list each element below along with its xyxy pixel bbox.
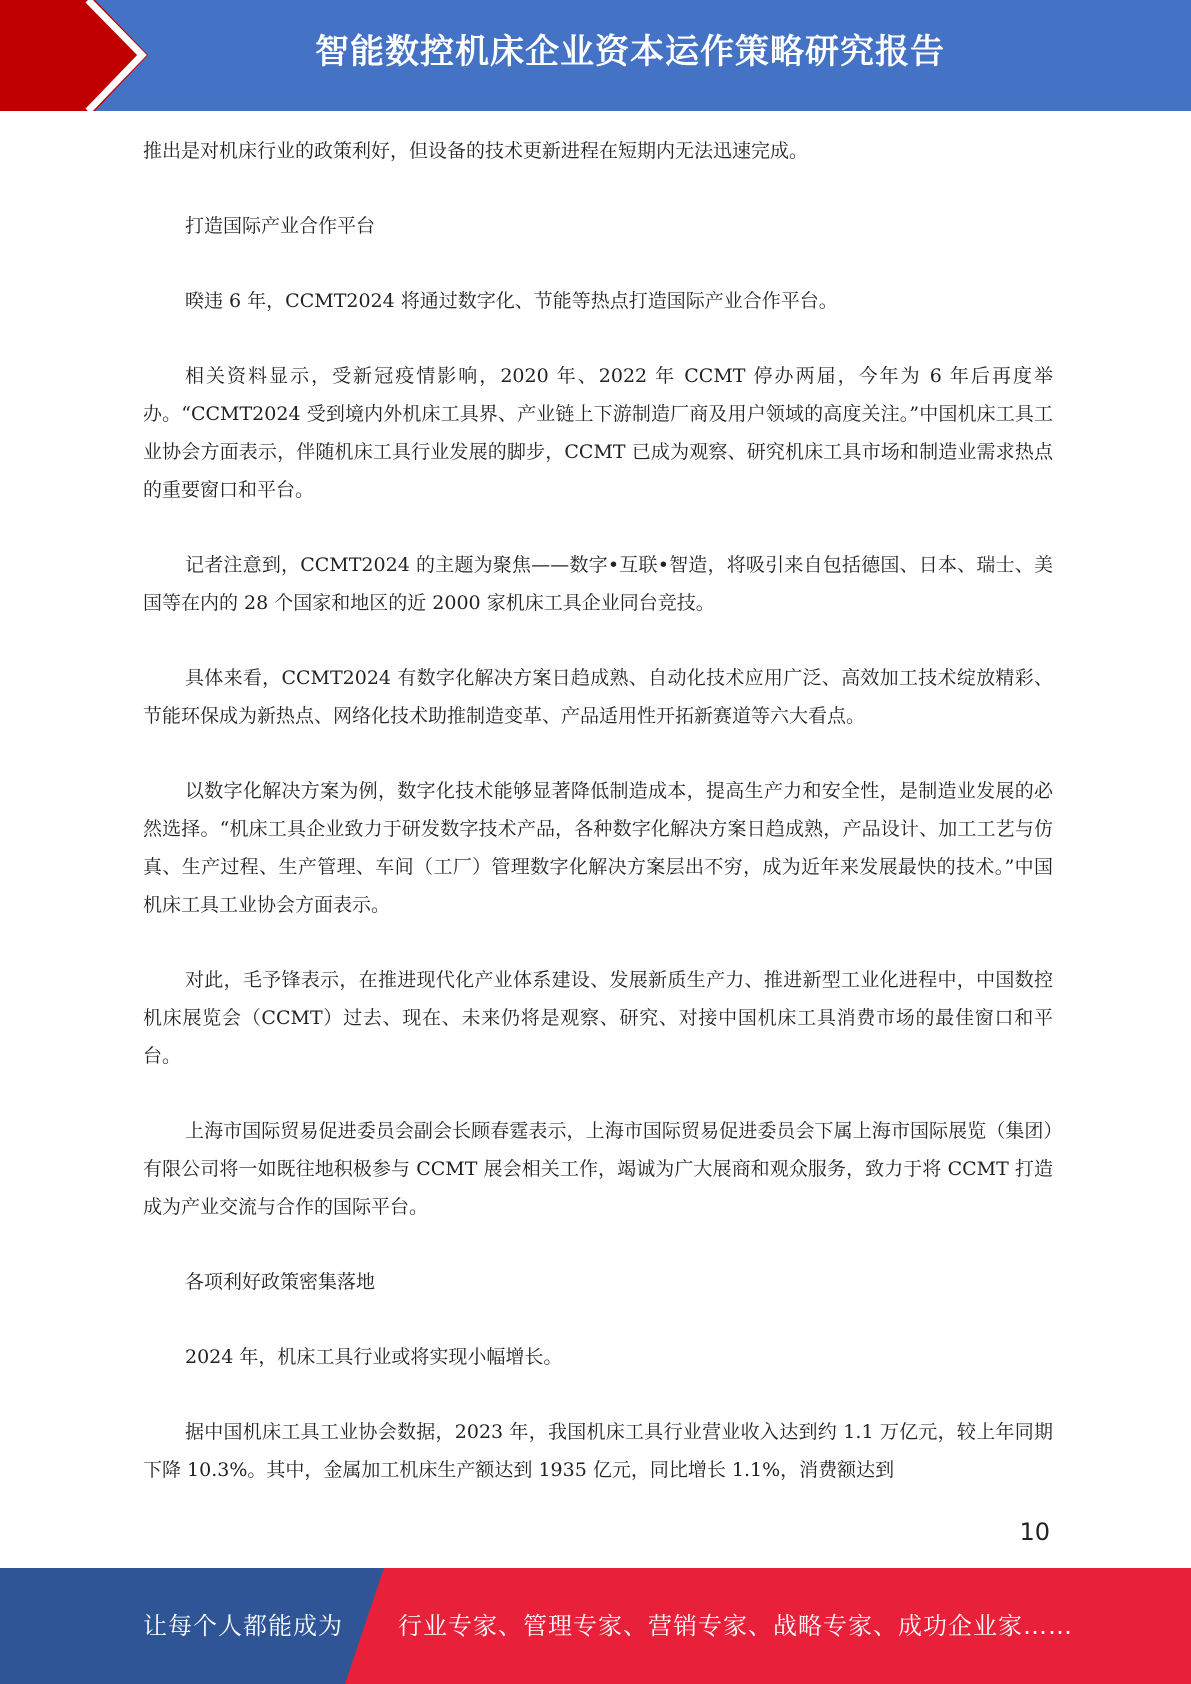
paragraph: 对此，毛予锋表示，在推进现代化产业体系建设、发展新质生产力、推进新型工业化进程中，中国数控机床展览会（CCMT）过去、现在、未来仍将是观察、研究、对接中国机床工具消费市场的最佳窗口和平台。 [143,969,1053,1067]
page-header [0,0,1191,111]
paragraph: 2024 年，机床工具行业或将实现小幅增长。 [185,1346,563,1368]
paragraph: 推出是对机床行业的政策利好，但设备的技术更新进程在短期内无法迅速完成。 [143,140,809,162]
paragraph: 记者注意到，CCMT2024 的主题为聚焦——数字•互联•智造，将吸引来自包括德国、日本、瑞士、美国等在内的 28 个国家和地区的近 2000 家机床工具企业同台竞技。 [143,554,1053,614]
paragraph: 相关资料显示，受新冠疫情影响，2020 年、2022 年 CCMT 停办两届，今年为 6 年后再度举办。“CCMT2024 受到境内外机床工具界、产业链上下游制造厂商及用户领域的高度关注。”中国机床工具工业协会方面表示，伴随机床工具行业发展的脚步，CCMT 已成为观察、研究机床工具市场和制造业需求热点的重要窗口和平台。 [143,365,1053,501]
document-body [143,132,1053,1526]
page-footer [0,1568,1191,1684]
page-number: 10 [1019,1518,1050,1546]
section-heading: 各项利好政策密集落地 [185,1271,376,1293]
paragraph: 上海市国际贸易促进委员会副会长顾春霆表示，上海市国际贸易促进委员会下属上海市国际展览（集团）有限公司将一如既往地积极参与 CCMT 展会相关工作，竭诚为广大展商和观众服务，致力于将 CCMT 打造成为产业交流与合作的国际平台。 [143,1120,1053,1218]
paragraph: 暌违 6 年，CCMT2024 将通过数字化、节能等热点打造国际产业合作平台。 [185,290,838,312]
paragraph: 据中国机床工具工业协会数据，2023 年，我国机床工具行业营业收入达到约 1.1 万亿元，较上年同期下降 10.3%。其中，金属加工机床生产额达到 1935 亿元，同比增长 1.1%，消费额达到 [143,1421,1053,1481]
footer-slogan-left: 让每个人都能成为 [143,1612,343,1640]
footer-slogan-right: 行业专家、管理专家、营销专家、战略专家、成功企业家…… [398,1612,1073,1640]
section-heading: 打造国际产业合作平台 [185,215,376,237]
paragraph: 具体来看，CCMT2024 有数字化解决方案日趋成熟、自动化技术应用广泛、高效加工技术绽放精彩、节能环保成为新热点、网络化技术助推制造变革、产品适用性开拓新赛道等六大看点。 [143,667,1053,727]
report-title: 智能数控机床企业资本运作策略研究报告 [315,32,945,72]
paragraph: 以数字化解决方案为例，数字化技术能够显著降低制造成本，提高生产力和安全性，是制造业发展的必然选择。“机床工具企业致力于研发数字技术产品，各种数字化解决方案日趋成熟，产品设计、加工工艺与仿真、生产过程、生产管理、车间（工厂）管理数字化解决方案层出不穷，成为近年来发展最快的技术。”中国机床工具工业协会方面表示。 [143,780,1053,916]
